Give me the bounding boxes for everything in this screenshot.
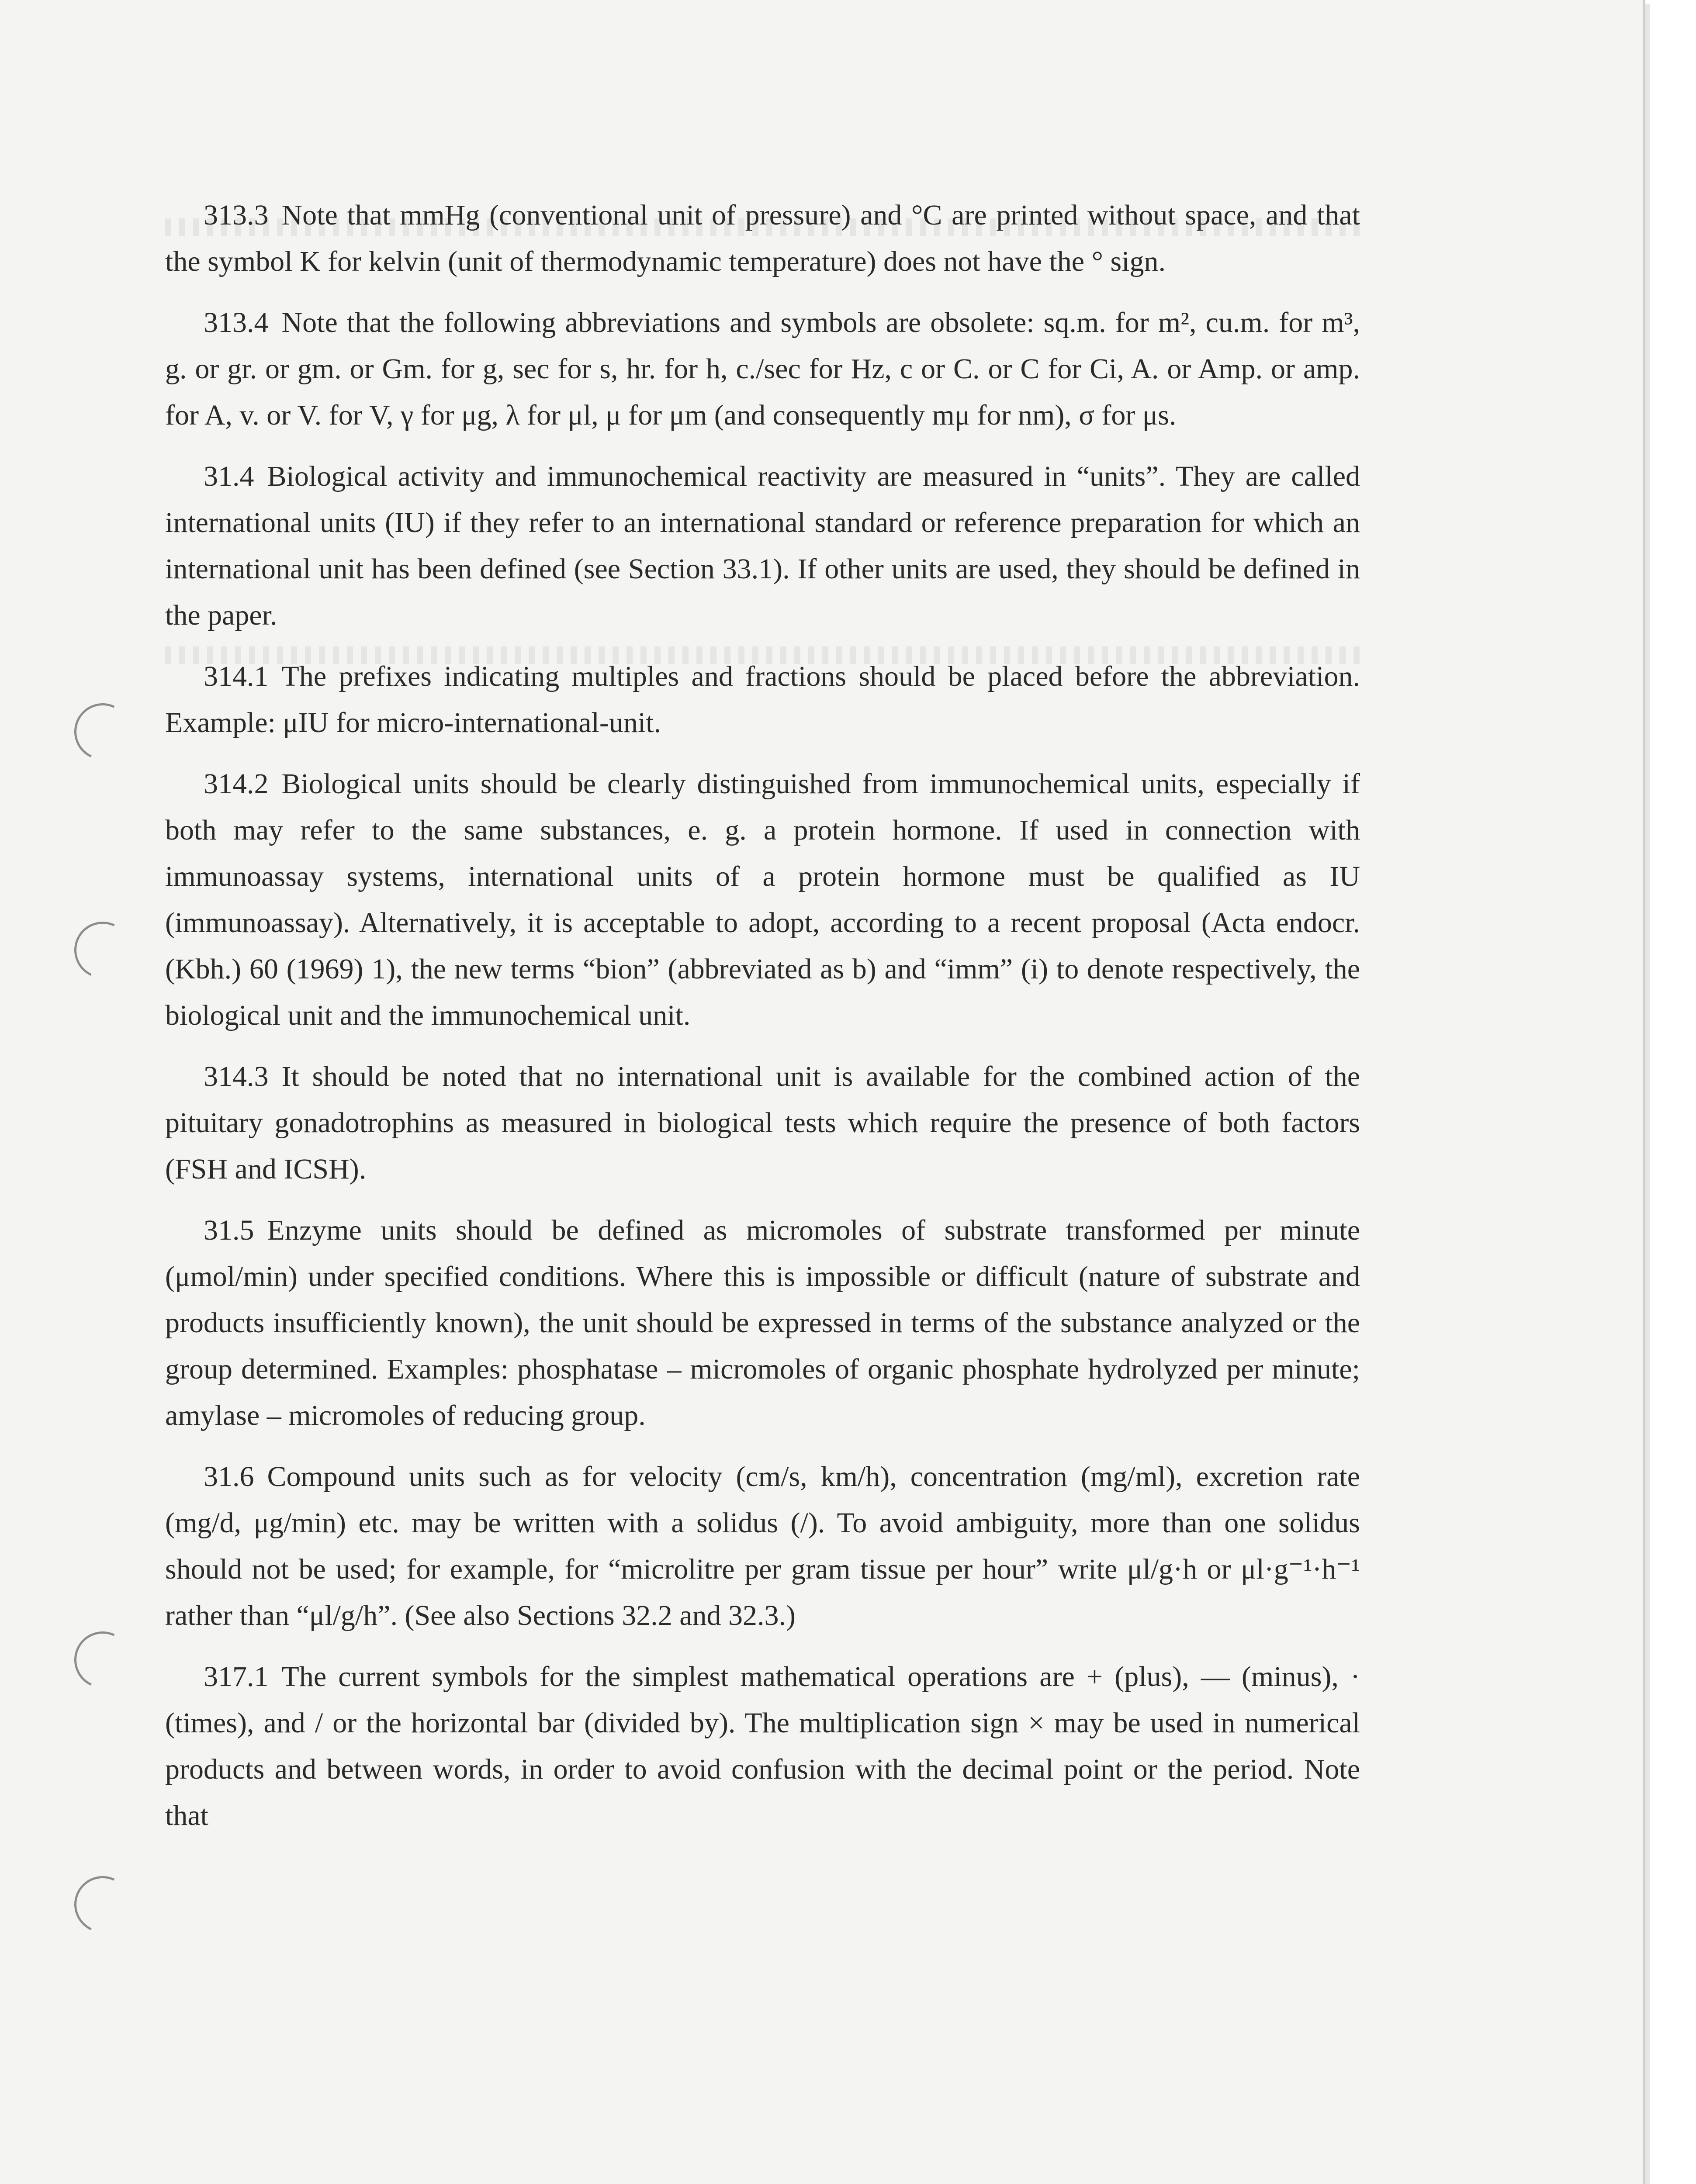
section-number: 31.6 bbox=[204, 1461, 254, 1493]
punch-hole-mark bbox=[66, 914, 139, 987]
section-number: 31.4 bbox=[204, 460, 254, 492]
paragraph-text: It should be noted that no international unit is available for the combined action of the pituitary gonadotrophins as measured in biological tests which require the presence of both factors (FSH and ICSH). bbox=[165, 1061, 1360, 1185]
paragraph bbox=[165, 300, 1360, 439]
paragraph-text: Biological activity and immunochemical reactivity are measured in “units”. They are called international units (IU) if they refer to an international standard or reference preparation for which an international unit has been defined (see Section 33.1). If other units are used, they should be defined in the paper. bbox=[165, 460, 1360, 631]
section-number: 313.4 bbox=[204, 307, 269, 339]
body-text bbox=[165, 192, 1360, 1854]
paragraph-text: Biological units should be clearly distinguished from immunochemical units, especially if both may refer to the same substances, e. g. a protein hormone. If used in connection with immunoassay systems, international units of a protein hormone must be qualified as IU (immunoassay). Alternatively, it is acceptable to adopt, according to a recent proposal (Acta endocr. (Kbh.) 60 (1969) 1), the new terms “bion” (abbreviated as b) and “imm” (i) to denote respectively, the biological unit and the immunochemical unit. bbox=[165, 768, 1360, 1031]
paragraph bbox=[165, 1654, 1360, 1839]
punch-hole-mark bbox=[66, 695, 139, 768]
section-number: 31.5 bbox=[204, 1214, 254, 1246]
section-number: 313.3 bbox=[204, 199, 269, 231]
section-number: 314.2 bbox=[204, 768, 269, 800]
paragraph bbox=[165, 653, 1360, 746]
paragraph bbox=[165, 453, 1360, 639]
paragraph-text: Note that mmHg (conventional unit of pressure) and °C are printed without space, and that the symbol K for kelvin (unit of thermodynamic temperature) does not have the ° sign. bbox=[165, 199, 1360, 277]
paragraph-text: The prefixes indicating multiples and fractions should be placed before the abbreviation. Example: μIU for micro-international-unit. bbox=[165, 660, 1360, 739]
paragraph bbox=[165, 1454, 1360, 1639]
section-number: 317.1 bbox=[204, 1661, 269, 1693]
paragraph-text: Compound units such as for velocity (cm/s, km/h), concentration (mg/ml), excretion rate (mg/d, μg/min) etc. may be written with a solidus (/). To avoid ambiguity, more than one solidus should not be used; for example, for “microlitre per gram tissue per hour” write μl/g·h or μl·g⁻¹·h⁻¹ rather than “μl/g/h”. (See also Sections 32.2 and 32.3.) bbox=[165, 1461, 1360, 1631]
paragraph bbox=[165, 761, 1360, 1039]
paragraph-text: Enzyme units should be defined as micromoles of substrate transformed per minute (μmol/min) under specified conditions. Where this is impossible or difficult (nature of substrate and products insufficiently known), the unit should be expressed in terms of the substance analyzed or the group determined. Examples: phosphatase – micromoles of organic phosphate hydrolyzed per minute; amylase – micromoles of reducing group. bbox=[165, 1214, 1360, 1431]
paragraph-text: Note that the following abbreviations and symbols are obsolete: sq.m. for m², cu.m. for m³, g. or gr. or gm. or Gm. for g, sec for s, hr. for h, c./sec for Hz, c or C. or C for Ci, A. or Amp. or amp. for A, v. or V. for V, γ for μg, λ for μl, μ for μm (and consequently mμ for nm), σ for μs. bbox=[165, 307, 1360, 431]
section-number: 314.3 bbox=[204, 1061, 269, 1092]
paragraph bbox=[165, 192, 1360, 285]
punch-hole-mark bbox=[66, 1868, 139, 1941]
punch-hole-mark bbox=[66, 1624, 139, 1697]
paragraph bbox=[165, 1054, 1360, 1192]
section-number: 314.1 bbox=[204, 660, 269, 692]
paragraph-text: The current symbols for the simplest mathematical operations are + (plus), — (minus), · (times), and / or the horizontal bar (divided by). The multiplication sign × may be used in numerical products and between words, in order to avoid confusion with the decimal point or the period. Note that bbox=[165, 1661, 1360, 1832]
paragraph bbox=[165, 1207, 1360, 1439]
